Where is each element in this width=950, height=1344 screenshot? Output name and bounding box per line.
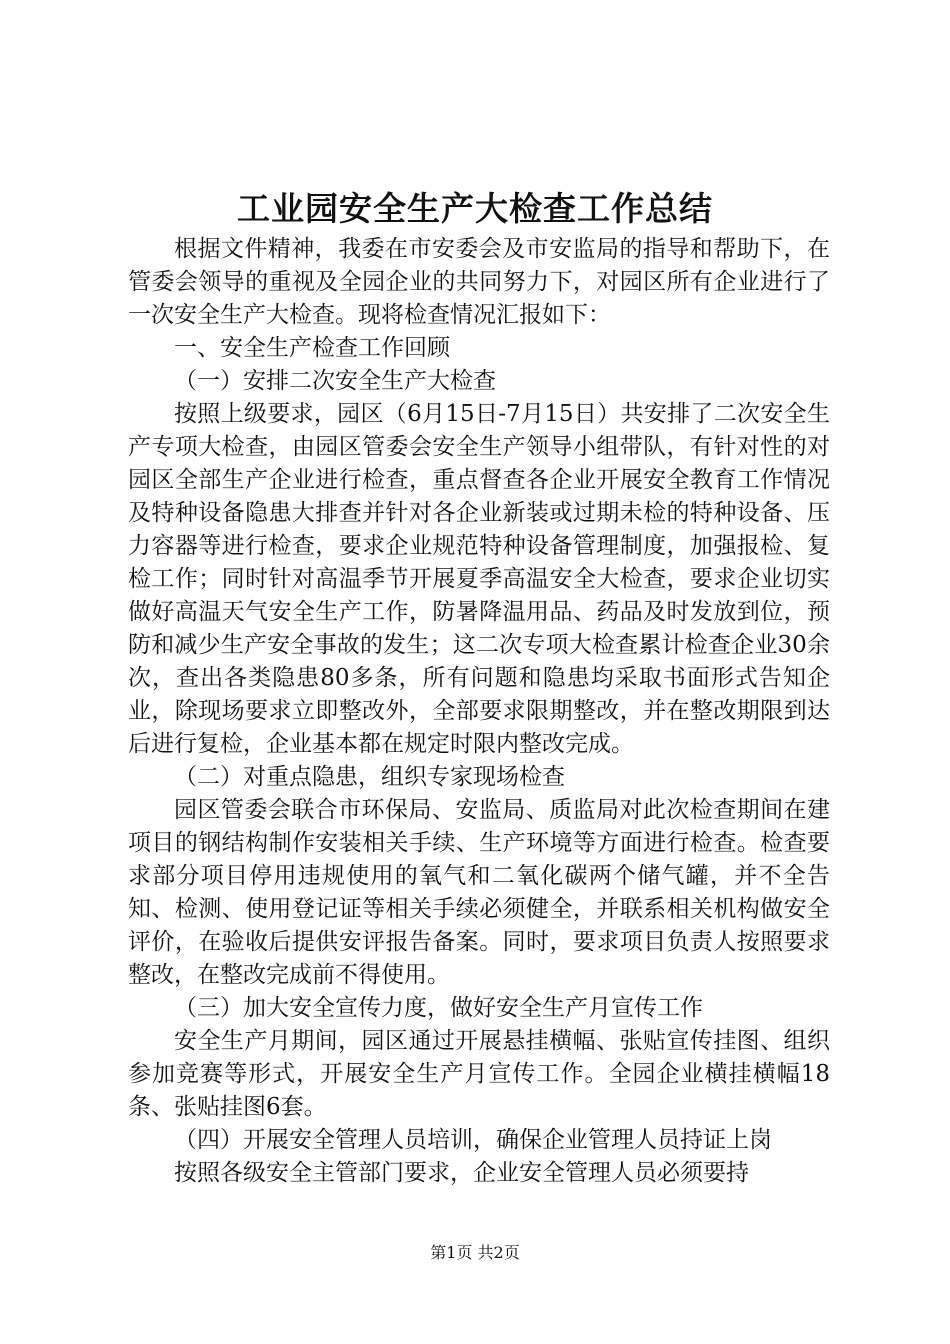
document-body [128, 233, 830, 1190]
subsection-heading: （四）开展安全管理人员培训，确保企业管理人员持证上岗 [174, 1127, 772, 1153]
document-title: 工业园安全生产大检查工作总结 [237, 189, 713, 228]
intro-paragraph: 根据文件精神，我委在市安委会及市安监局的指导和帮助下，在管委会领导的重视及全园企业的共同努力下，对园区所有企业进行了一次安全生产大检查。现将检查情况汇报如下： [128, 236, 830, 328]
subsection-heading: （三）加大安全宣传力度，做好安全生产月宣传工作 [174, 995, 703, 1021]
subsection-heading: （二）对重点隐患，组织专家现场检查 [174, 764, 565, 790]
body-paragraph: 园区管委会联合市环保局、安监局、质监局对此次检查期间在建项目的钢结构制作安装相关手续、生产环境等方面进行检查。检查要求部分项目停用违规使用的氧气和二氧化碳两个储气罐，并不全告知、检测、使用登记证等相关手续必须健全，并联系相关机构做安全评价，在验收后提供安评报告备案。同时，要求项目负责人按照要求整改，在整改完成前不得使用。 [128, 797, 830, 988]
body-paragraph: 按照上级要求，园区（6月15日-7月15日）共安排了二次安全生产专项大检查，由园区管委会安全生产领导小组带队，有针对性的对园区全部生产企业进行检查，重点督查各企业开展安全教育工作情况及特种设备隐患大排查并针对各企业新装或过期未检的特种设备、压力容器等进行检查，要求企业规范特种设备管理制度，加强报检、复检工作；同时针对高温季节开展夏季高温安全大检查，要求企业切实做好高温天气安全生产工作，防暑降温用品、药品及时发放到位，预防和减少生产安全事故的发生；这二次专项大检查累计检查企业30余次，查出各类隐患80多条，所有问题和隐患均采取书面形式告知企业，除现场要求立即整改外，全部要求限期整改，并在整改期限到达后进行复检，企业基本都在规定时限内整改完成。 [128, 401, 830, 757]
section-heading: 一、安全生产检查工作回顾 [174, 335, 450, 361]
body-paragraph: 按照各级安全主管部门要求，企业安全管理人员必须要持 [174, 1160, 749, 1186]
subsection-heading: （一）安排二次安全生产大检查 [174, 368, 496, 394]
page-footer: 第1页 共2页 [430, 1243, 520, 1262]
body-paragraph: 安全生产月期间，园区通过开展悬挂横幅、张贴宣传挂图、组织参加竞赛等形式，开展安全生产月宣传工作。全园企业横挂横幅18条、张贴挂图6套。 [128, 1028, 830, 1120]
